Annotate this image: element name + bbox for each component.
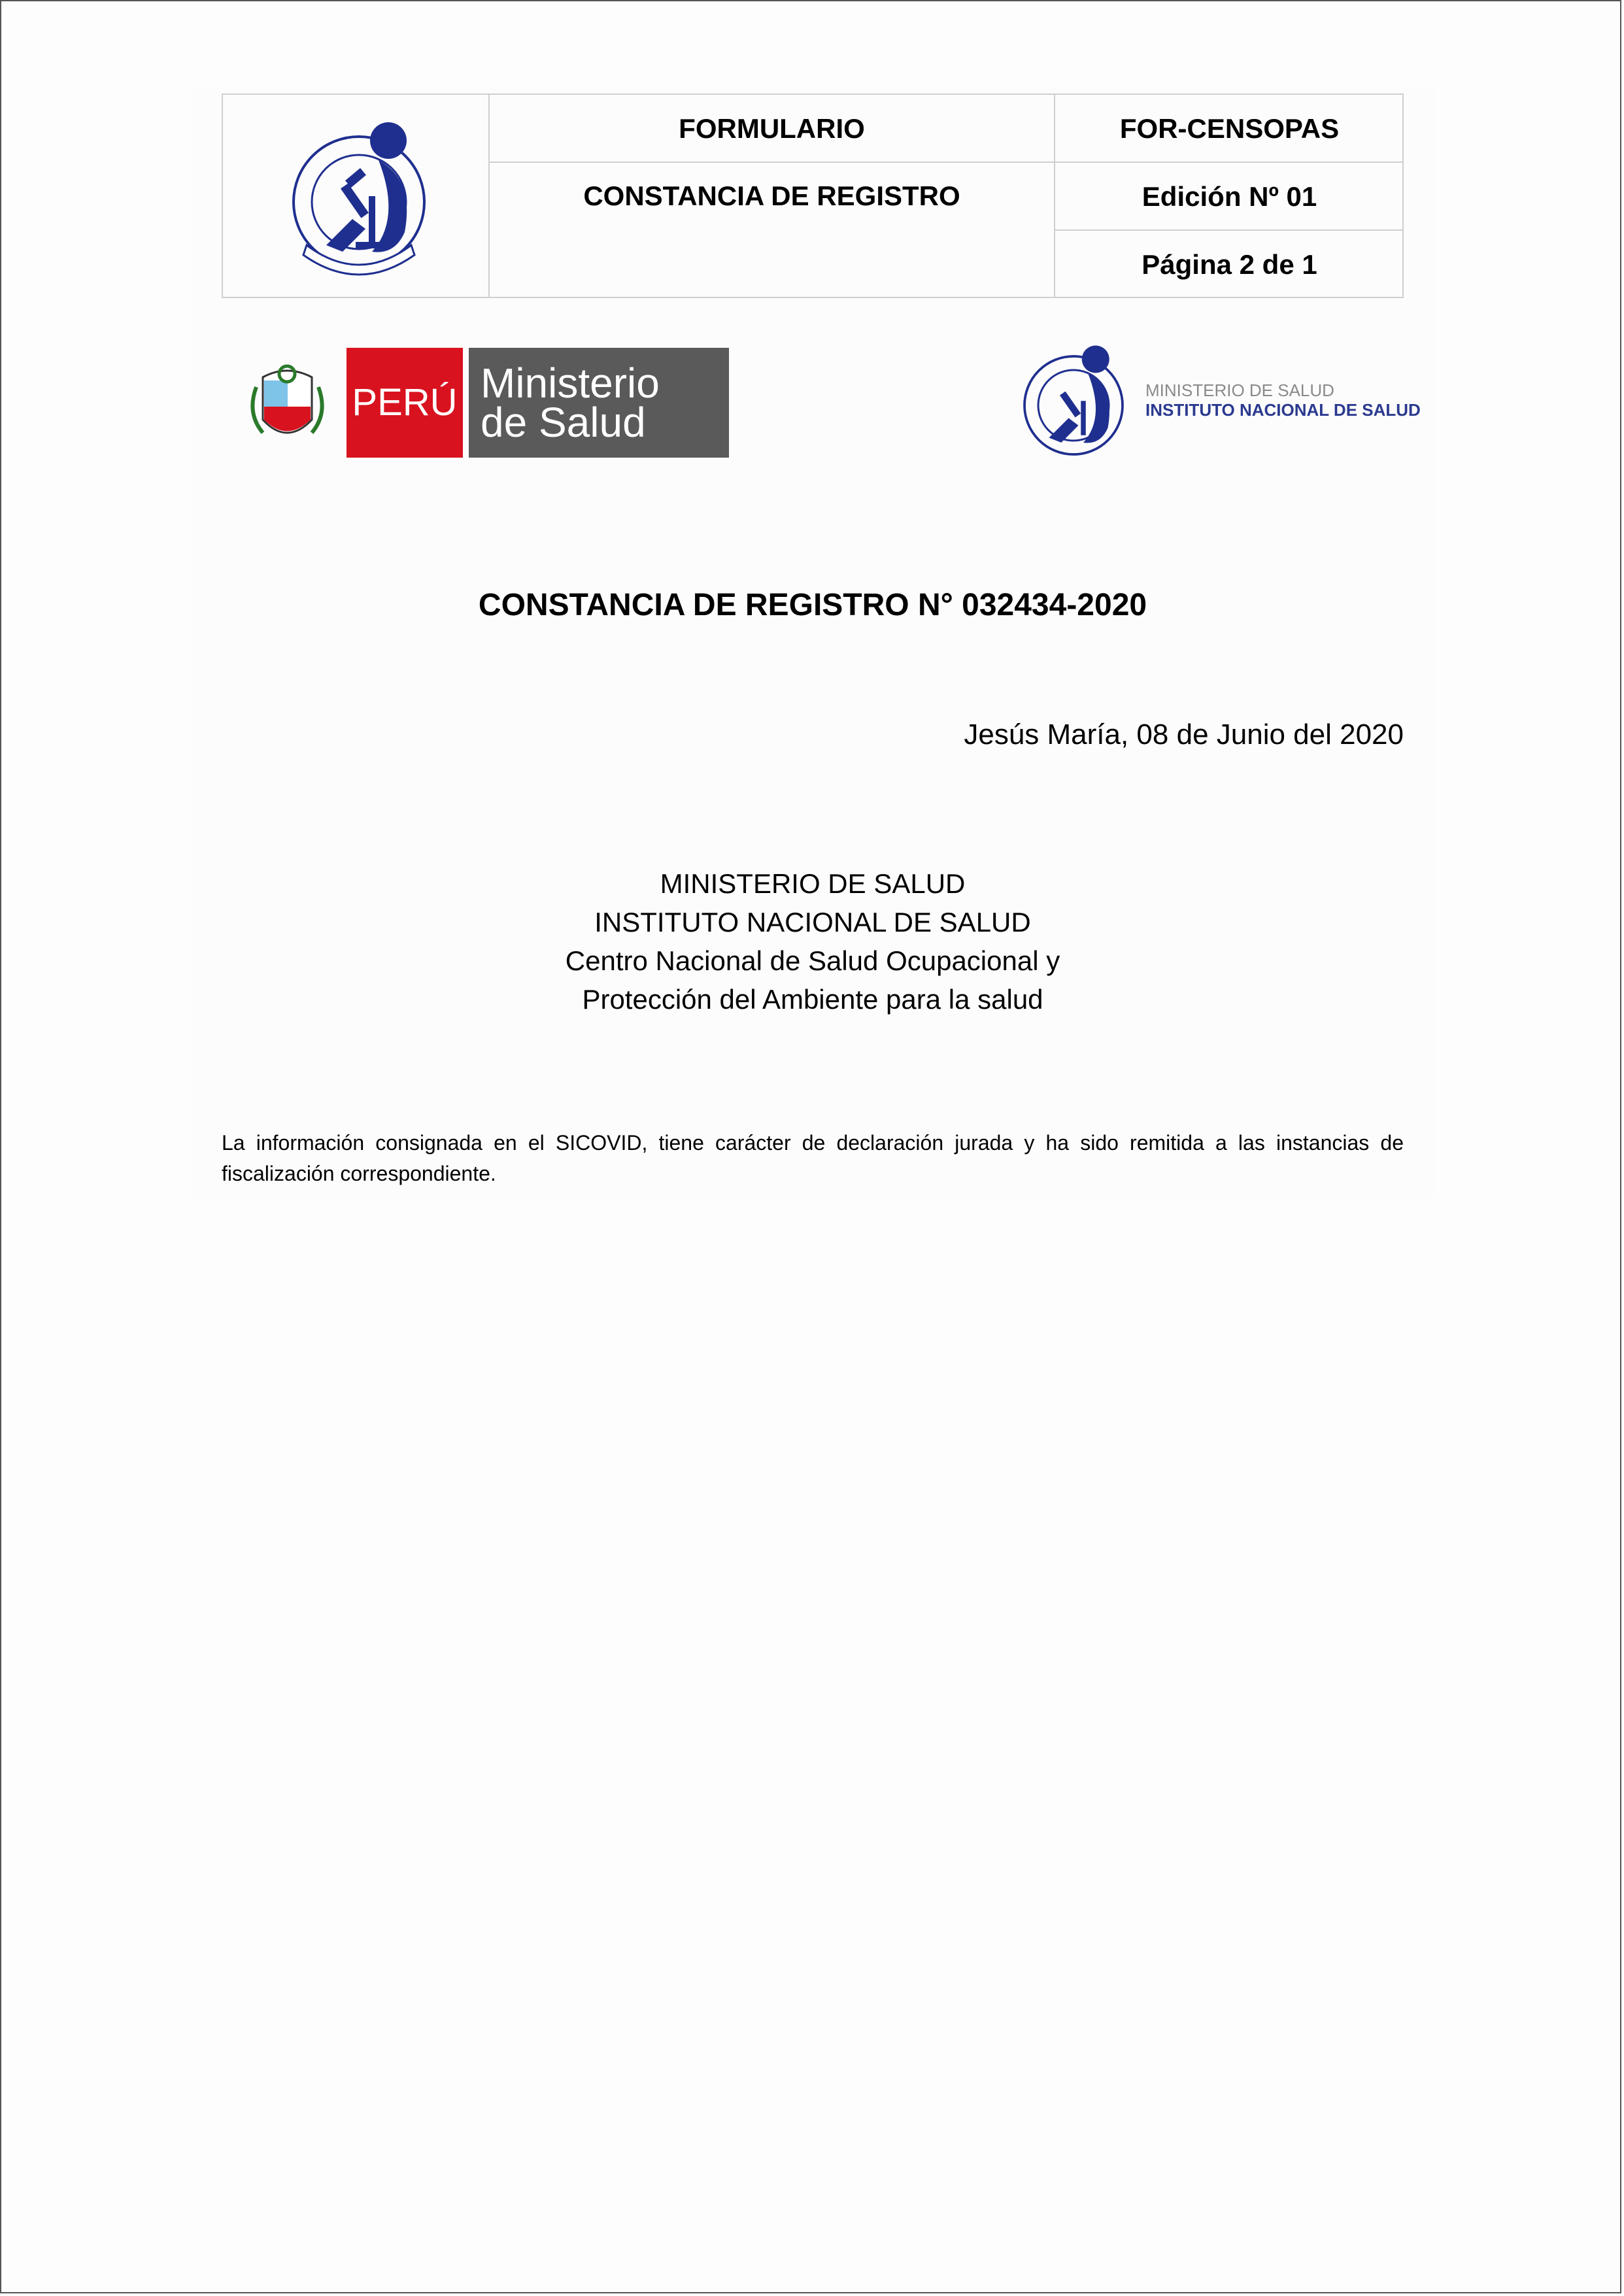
ins-seal-small-logo [1015,341,1132,465]
header-edition-cell [1055,163,1404,231]
peru-coat-of-arms-icon [243,348,331,452]
peru-label: PERÚ [347,348,463,458]
addressee-line: Protección del Ambiente para la salud [582,984,1043,1015]
page-number: Página 2 de 1 [1142,249,1317,280]
ins-instituto-text: INSTITUTO NACIONAL DE SALUD [1145,400,1421,420]
declaration-note: La información consignada en el SICOVID, tiene carácter de declaración jurada y ha sido remitida a las instancias de fiscalización correspondiente. [222,1131,1404,1185]
header-code-cell [1055,95,1404,163]
addressee-line: Centro Nacional de Salud Ocupacional y [565,945,1060,976]
ministerio-line1: Ministerio [481,360,660,407]
ins-ministerio-text: MINISTERIO DE SALUD [1145,380,1334,400]
ins-seal-logo [280,121,437,278]
header-table [222,93,1404,298]
form-code: FOR-CENSOPAS [1119,113,1340,144]
edition: Edición Nº 01 [1142,181,1317,212]
document-title: CONSTANCIA DE REGISTRO N° 032434-2020 [478,588,1147,622]
form-label: FORMULARIO [679,113,865,144]
header-page-cell [1055,231,1404,298]
header-form-label-cell [490,95,1055,163]
addressee-line: INSTITUTO NACIONAL DE SALUD [594,907,1031,937]
doc-type: CONSTANCIA DE REGISTRO [583,180,960,211]
ins-banner [1015,341,1421,465]
addressee-block [222,864,1404,1019]
header-doc-type-cell [490,163,1055,298]
header-logo-cell [223,95,490,297]
ministerio-label [469,348,729,458]
ministerio-banner [243,341,730,459]
ministerio-line2: de Salud [481,399,646,446]
addressee-line: MINISTERIO DE SALUD [660,868,966,899]
document-date: Jesús María, 08 de Junio del 2020 [964,718,1404,751]
